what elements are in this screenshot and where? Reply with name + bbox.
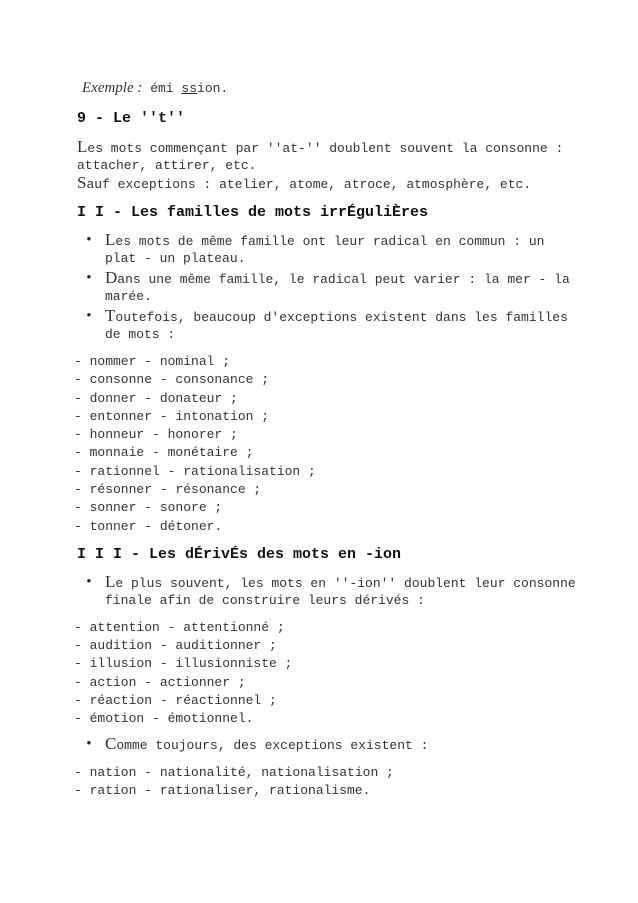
drop-cap: S xyxy=(77,173,87,192)
word-pair: - audition - auditionner ; xyxy=(74,637,277,653)
drop-cap: D xyxy=(105,268,118,287)
word-pair: - émotion - émotionnel. xyxy=(74,711,254,727)
section-9-paragraph-2 xyxy=(77,174,577,193)
section-2-word-pairs xyxy=(74,353,577,535)
paragraph-text: es mots commençant par ''at-'' doublent souvent la consonne : attacher, attirer, etc. xyxy=(77,141,564,173)
section-3-heading: I I I - Les dÉrivÉs des mots en -ion xyxy=(77,545,402,563)
drop-cap: L xyxy=(77,137,88,156)
word-pair: - illusion - illusionniste ; xyxy=(74,656,293,672)
bullet-text: e plus souvent, les mots en ''-ion'' doublent leur consonne finale afin de construire leurs dérivés : xyxy=(105,575,576,608)
bullet-text: ans une même famille, le radical peut varier : la mer - la marée. xyxy=(105,272,570,304)
section-3-exception-bullet xyxy=(85,735,577,754)
example-word-start: émi xyxy=(142,81,182,96)
section-2-bullets xyxy=(85,231,577,343)
bullet-item xyxy=(85,735,577,754)
word-pair: - entonner - intonation ; xyxy=(74,408,270,424)
word-pair: - tonner - détoner. xyxy=(74,518,223,534)
example-label: Exemple : xyxy=(82,80,143,96)
drop-cap: C xyxy=(105,734,117,754)
bullet-text: outefois, beaucoup d'exceptions existent dans les familles de mots : xyxy=(105,310,568,342)
section-9-paragraph-1 xyxy=(77,138,577,174)
word-pair: - nation - nationalité, nationalisation ; xyxy=(74,765,394,781)
bullet-item xyxy=(85,307,577,343)
paragraph-text: auf exceptions : atelier, atome, atroce, atmosphère, etc. xyxy=(86,177,532,192)
word-pair: - sonner - sonore ; xyxy=(74,500,223,516)
bullet-item xyxy=(85,231,577,267)
word-pair: - ration - rationaliser, rationalisme. xyxy=(74,783,371,799)
drop-cap: L xyxy=(105,230,116,249)
word-pair: - donner - donateur ; xyxy=(74,390,238,406)
section-3-exception-pairs xyxy=(74,764,577,799)
example-line xyxy=(82,80,577,97)
section-3-word-pairs xyxy=(74,619,577,727)
section-3-bullets xyxy=(85,573,577,609)
example-word-underlined: ss xyxy=(181,81,198,96)
bullet-item xyxy=(85,269,577,305)
section-2-heading: I I - Les familles de mots irrÉguliÈres xyxy=(77,204,429,221)
example-word-end: ion. xyxy=(197,81,229,96)
bullet-text: es mots de même famille ont leur radical en commun : un plat - un plateau. xyxy=(105,234,545,266)
bullet-text: omme toujours, des exceptions existent : xyxy=(116,738,429,754)
drop-cap: T xyxy=(105,306,116,325)
word-pair: - résonner - résonance ; xyxy=(74,482,262,498)
word-pair: - honneur - honorer ; xyxy=(74,427,238,443)
word-pair: - attention - attentionné ; xyxy=(74,619,285,635)
drop-cap: L xyxy=(105,571,116,591)
word-pair: - nommer - nominal ; xyxy=(74,354,231,369)
bullet-item xyxy=(85,573,577,609)
word-pair: - action - actionner ; xyxy=(74,674,246,690)
section-9-heading: 9 - Le ''t'' xyxy=(77,110,186,127)
word-pair: - monnaie - monétaire ; xyxy=(74,445,254,461)
word-pair: - réaction - réactionnel ; xyxy=(74,692,277,708)
document-body xyxy=(74,70,577,801)
word-pair: - rationnel - rationalisation ; xyxy=(74,463,316,479)
word-pair: - consonne - consonance ; xyxy=(74,372,270,388)
